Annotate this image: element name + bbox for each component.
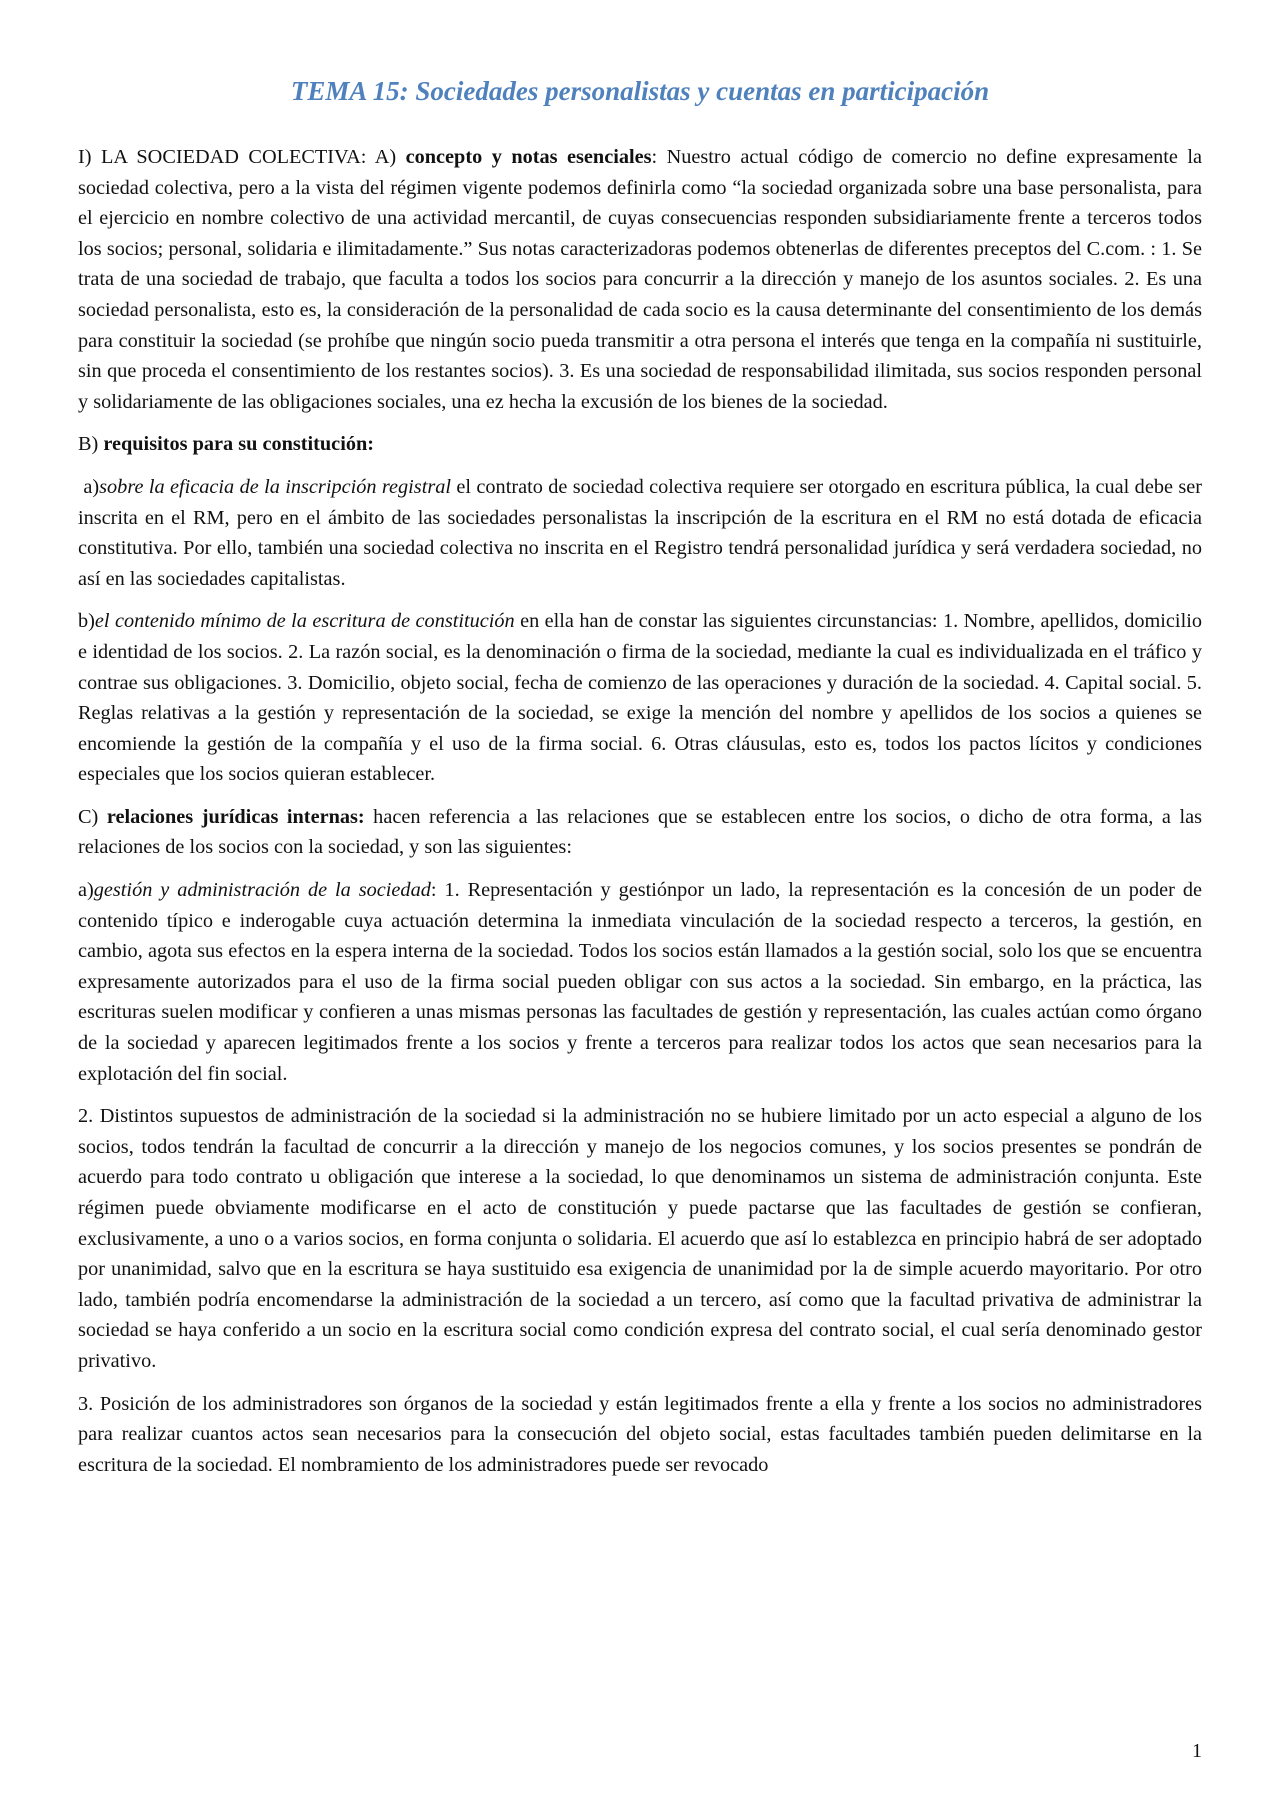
paragraph-text: : Nuestro actual código de comercio no define expresamente la sociedad colectiva, pero a la vista del régimen vigente podemos definirla como “la sociedad organizada sobre una base personalista, para el ejercicio en nombre colectivo de una actividad mercantil, de cuyas consecuencias responden subsidiariamente frente a terceros todos los socios; personal, solidaria e ilimitadamente.” Sus notas caracterizadoras podemos obtenerlas de diferentes preceptos del C.com. : 1. Se trata de una sociedad de trabajo, que faculta a todos los socios para concurrir a la dirección y manejo de los asuntos sociales. 2. Es una sociedad personalista, esto es, la consideración de la personalidad de cada socio es la causa determinante del consentimiento de los demás para constituir la sociedad (se prohíbe que ningún socio pueda transmitir a otra persona el interés que tenga en la compañía ni sustituirle, sin que proceda el consentimiento de los restantes socios). 3. Es una sociedad de responsabilidad ilimitada, sus socios responden personal y solidariamente de las obligaciones sociales, una ez hecha la excusión de los bienes de la sociedad. (78, 146, 1203, 413)
paragraph-lead: a) (78, 475, 100, 498)
paragraph-eficacia-inscripcion (78, 472, 1202, 594)
paragraph-gestion-administracion (78, 875, 1202, 1089)
paragraph-lead: C) (78, 805, 107, 828)
paragraph-lead: b) (78, 610, 95, 633)
italic-term: gestión y administración de la sociedad (93, 879, 431, 902)
paragraph-text: el contrato de sociedad colectiva requiere ser otorgado en escritura pública, la cual debe ser inscrita en el RM, pero en el ámbito de las sociedades personalistas la inscripción de la escritura en el RM no está dotada de eficacia constitutiva. Por ello, también una sociedad colectiva no inscrita en el Registro tendrá personalidad jurídica y será verdadera sociedad, no así en las sociedades capitalistas. (78, 475, 1202, 590)
bold-term: relaciones jurídicas internas: (106, 805, 365, 828)
bold-term: requisitos para su constitución: (103, 433, 374, 456)
paragraph-text: en ella han de constar las siguientes circunstancias: 1. Nombre, apellidos, domicilio e identidad de los socios. 2. La razón social, es la denominación o firma de la sociedad, mediante la cual es individualizada en el tráfico y contrae sus obligaciones. 3. Domicilio, objeto social, fecha de comienzo de las operaciones y duración de la sociedad. 4. Capital social. 5. Reglas relativas a la gestión y representación de la sociedad, se exige la mención del nombre y apellidos de los socios a quienes se encomiende la gestión de la compañía y el uso de la firma social. 6. Otras cláusulas, esto es, todos los pactos lícitos y condiciones especiales que los socios quieran establecer. (78, 610, 1202, 786)
paragraph-text: hacen referencia a las relaciones que se establecen entre los socios, o dicho de otra forma, a las relaciones de los socios con la sociedad, y son las siguientes: (78, 805, 1202, 859)
paragraph-contenido-minimo (78, 606, 1202, 790)
paragraph-supuestos-administracion: 2. Distintos supuestos de administración de la sociedad si la administración no se hubiere limitado por un acto especial a alguno de los socios, todos tendrán la facultad de concurrir a la dirección y manejo de los negocios comunes, y los socios presentes se pondrán de acuerdo para todo contrato u obligación que interese a la sociedad, lo que denominamos un sistema de administración conjunta. Este régimen puede obviamente modificarse en el acto de constitución y puede pactarse que las facultades de gestión se confieran, exclusivamente, a uno o a varios socios, en forma conjunta o solidaria. El acuerdo que así lo establezca en principio habrá de ser adoptado por unanimidad, salvo que en la escritura se haya sustituido esa exigencia de unanimidad por la de simple acuerdo mayoritario. Por otro lado, también podría encomendarse la administración de la sociedad a un tercero, así como que la facultad privativa de administrar la sociedad se haya conferido a un socio en la escritura social como condición expresa del contrato social, el cual sería denominado gestor privativo. (78, 1105, 1202, 1372)
paragraph-lead: I) LA SOCIEDAD COLECTIVA: A) (78, 146, 406, 168)
italic-term: el contenido mínimo de la escritura de constitución (94, 610, 515, 633)
paragraph-lead: a) (78, 879, 94, 902)
paragraph-text: : 1. Representación y gestiónpor un lado, la representación es la concesión de un poder de contenido típico e inderogable cuya actuación determina la inmediata vinculación de la sociedad respecto a terceros, la gestión, en cambio, agota sus efectos en la espera interna de la sociedad. Todos los socios están llamados a la gestión social, solo los que se encuentra expresamente autorizados para el uso de la firma social pueden obligar con sus actos a la sociedad. Sin embargo, en la práctica, las escrituras suelen modificar y confieren a unas mismas personas las facultades de gestión y representación, las cuales actúan como órgano de la sociedad y aparecen legitimados frente a los socios y frente a terceros para realizar todos los actos que sean necesarios para la explotación del fin social. (78, 879, 1202, 1085)
bold-term: concepto y notas esenciales (405, 146, 652, 168)
paragraph-sociedad-colectiva (78, 142, 1202, 417)
paragraph-relaciones-internas (78, 802, 1202, 863)
paragraph-posicion-administradores: 3. Posición de los administradores son órganos de la sociedad y están legitimados frente a ella y frente a los socios no administradores para realizar cuantos actos sean necesarios para la consecución del objeto social, estas facultades también pueden delimitarse en la escritura de la sociedad. El nombramiento de los administradores puede ser revocado (78, 1392, 1202, 1476)
paragraph-requisitos (78, 429, 1202, 460)
page-number: 1 (1192, 1740, 1202, 1762)
paragraph-lead: B) (78, 433, 104, 456)
italic-term: sobre la eficacia de la inscripción registral (99, 475, 452, 498)
page-title: TEMA 15: Sociedades personalistas y cuentas en participación (290, 76, 990, 106)
document-body (78, 142, 1202, 1492)
